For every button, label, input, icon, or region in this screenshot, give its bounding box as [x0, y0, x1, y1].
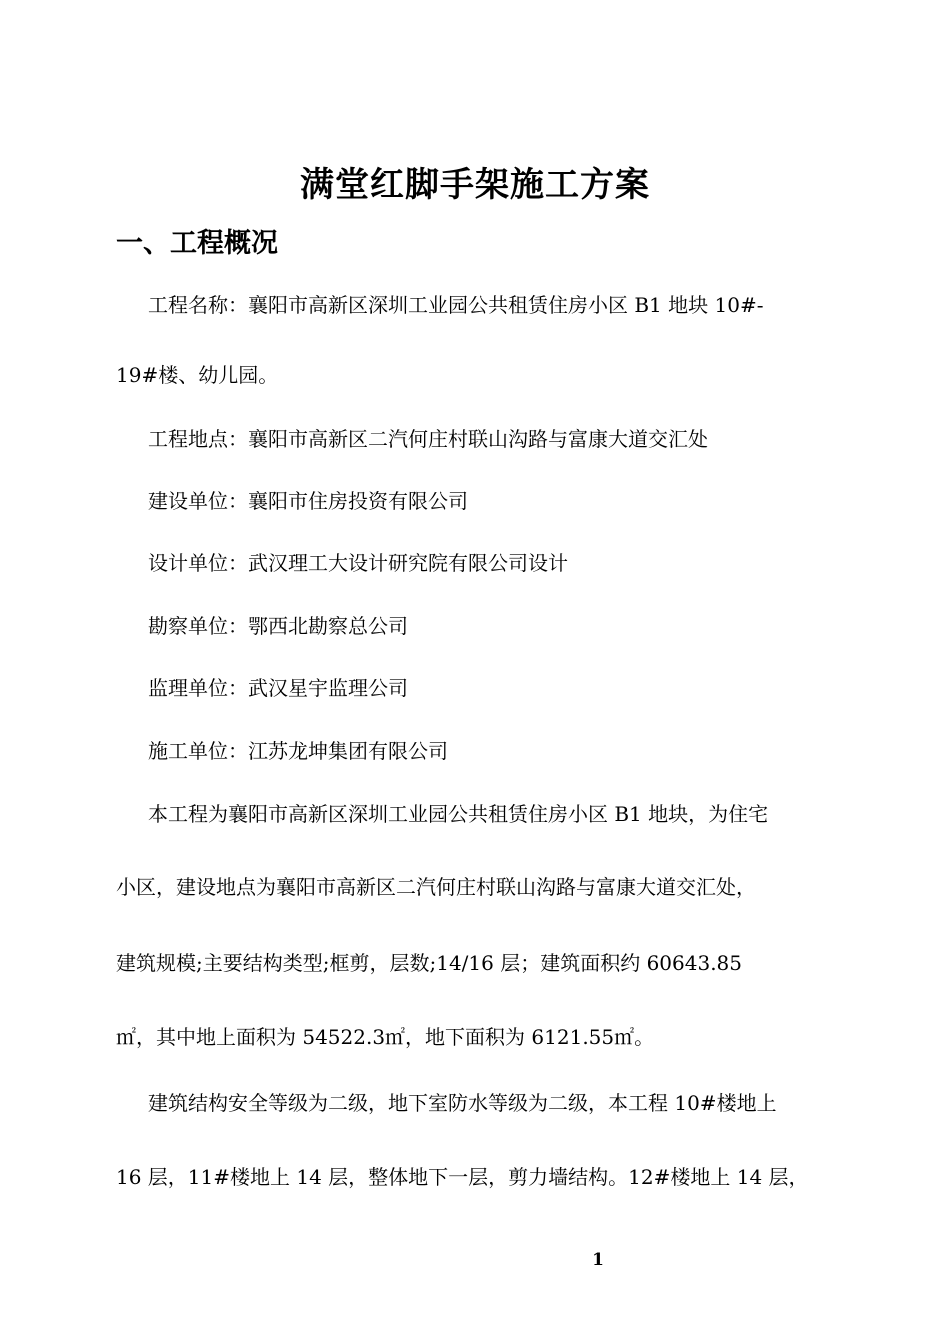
paragraph-line-surveyor: 勘察单位：鄂西北勘察总公司 — [148, 614, 408, 638]
paragraph-line-developer: 建设单位：襄阳市住房投资有限公司 — [148, 489, 468, 513]
paragraph-line-supervisor: 监理单位：武汉星宇监理公司 — [148, 676, 408, 700]
paragraph-line-overview-1: 本工程为襄阳市高新区深圳工业园公共租赁住房小区 B1 地块，为住宅 — [148, 802, 769, 826]
page-number: 1 — [592, 1250, 604, 1270]
paragraph-line-structure-1: 建筑结构安全等级为二级，地下室防水等级为二级，本工程 10#楼地上 — [148, 1091, 777, 1115]
paragraph-line-project-name-cont: 19#楼、幼儿园。 — [116, 363, 279, 387]
paragraph-line-project-location: 工程地点：襄阳市高新区二汽何庄村联山沟路与富康大道交汇处 — [148, 427, 708, 451]
paragraph-line-contractor: 施工单位：江苏龙坤集团有限公司 — [148, 739, 448, 763]
paragraph-line-designer: 设计单位：武汉理工大设计研究院有限公司设计 — [148, 551, 568, 575]
paragraph-line-overview-2: 小区，建设地点为襄阳市高新区二汽何庄村联山沟路与富康大道交汇处， — [116, 875, 756, 899]
document-title: 满堂红脚手架施工方案 — [300, 165, 650, 205]
paragraph-line-overview-3: 建筑规模;主要结构类型;框剪，层数;14/16 层；建筑面积约 60643.85 — [116, 951, 742, 975]
paragraph-line-structure-2: 16 层，11#楼地上 14 层，整体地下一层，剪力墙结构。12#楼地上 14 层， — [116, 1165, 809, 1189]
section-heading: 一、工程概况 — [116, 228, 278, 259]
paragraph-line-overview-4: ㎡，其中地上面积为 54522.3㎡，地下面积为 6121.55㎡。 — [116, 1025, 655, 1049]
paragraph-line-project-name: 工程名称：襄阳市高新区深圳工业园公共租赁住房小区 B1 地块 10#- — [148, 293, 764, 317]
